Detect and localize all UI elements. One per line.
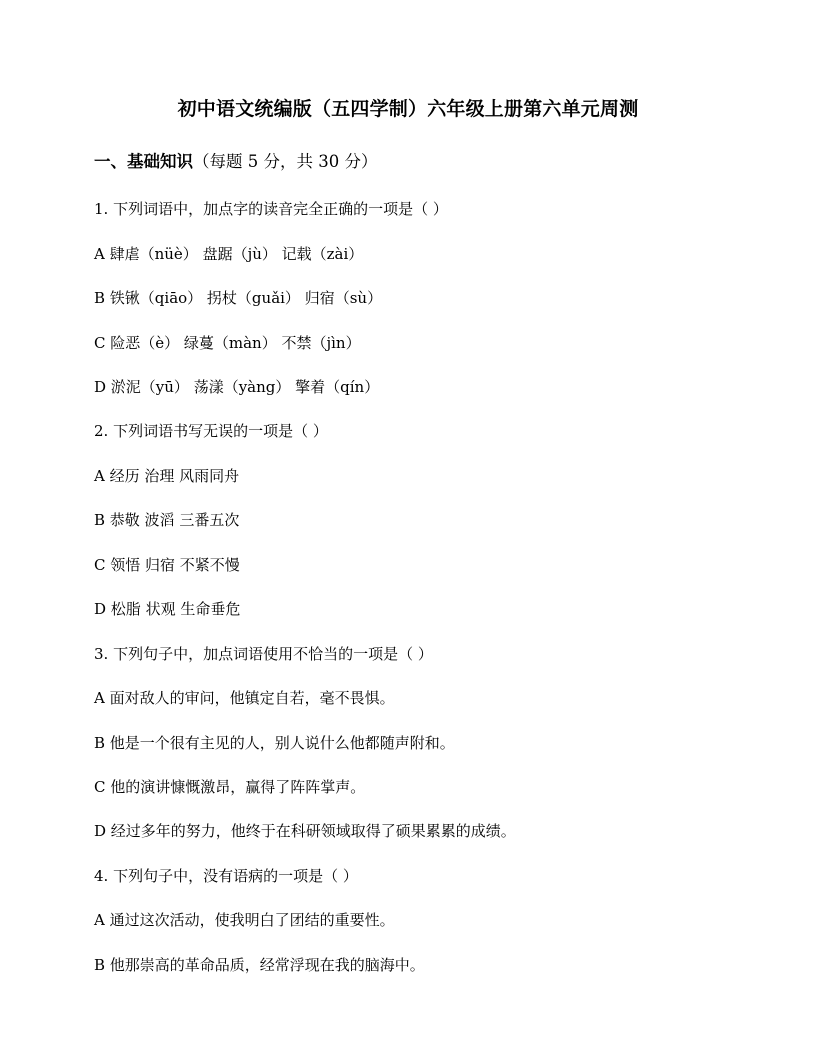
question-3-option-d: D 经过多年的努力，他终于在科研领域取得了硕果累累的成绩。 [94, 822, 516, 840]
question-4-option-a: A 通过这次活动，使我明白了团结的重要性。 [94, 911, 395, 929]
section-heading [94, 148, 377, 172]
document-title: 初中语文统编版（五四学制）六年级上册第六单元周测 [177, 98, 639, 120]
question-2-option-b: B 恭敬 波滔 三番五次 [94, 511, 240, 529]
question-1-stem: 1. 下列词语中，加点字的读音完全正确的一项是（ ） [94, 200, 448, 218]
question-1-option-b: B 铁锹（qiāo） 拐杖（guǎi） 归宿（sù） [94, 289, 383, 307]
question-1-option-a: A 肆虐（nüè） 盘踞（jù） 记载（zài） [94, 245, 364, 263]
question-4-option-b: B 他那崇高的革命品质，经常浮现在我的脑海中。 [94, 956, 425, 974]
question-2-option-c: C 领悟 归宿 不紧不慢 [94, 556, 240, 574]
question-2-option-d: D 松脂 状观 生命垂危 [94, 600, 241, 618]
question-2-option-a: A 经历 治理 风雨同舟 [94, 467, 240, 485]
section-heading-label: 一、基础知识 [94, 152, 193, 171]
question-2-stem: 2. 下列词语书写无误的一项是（ ） [94, 422, 328, 440]
question-3-option-c: C 他的演讲慷慨激昂，赢得了阵阵掌声。 [94, 778, 366, 796]
question-3-option-a: A 面对敌人的审问，他镇定自若，毫不畏惧。 [94, 689, 395, 707]
section-heading-note: （每题 5 分，共 30 分） [193, 152, 378, 171]
question-3-option-b: B 他是一个很有主见的人，别人说什么他都随声附和。 [94, 734, 455, 752]
question-1-option-d: D 淤泥（yū） 荡漾（yàng） 擎着（qín） [94, 378, 380, 396]
question-3-stem: 3. 下列句子中，加点词语使用不恰当的一项是（ ） [94, 645, 433, 663]
question-4-stem: 4. 下列句子中，没有语病的一项是（ ） [94, 867, 358, 885]
question-1-option-c: C 险恶（è） 绿蔓（màn） 不禁（jìn） [94, 334, 361, 352]
